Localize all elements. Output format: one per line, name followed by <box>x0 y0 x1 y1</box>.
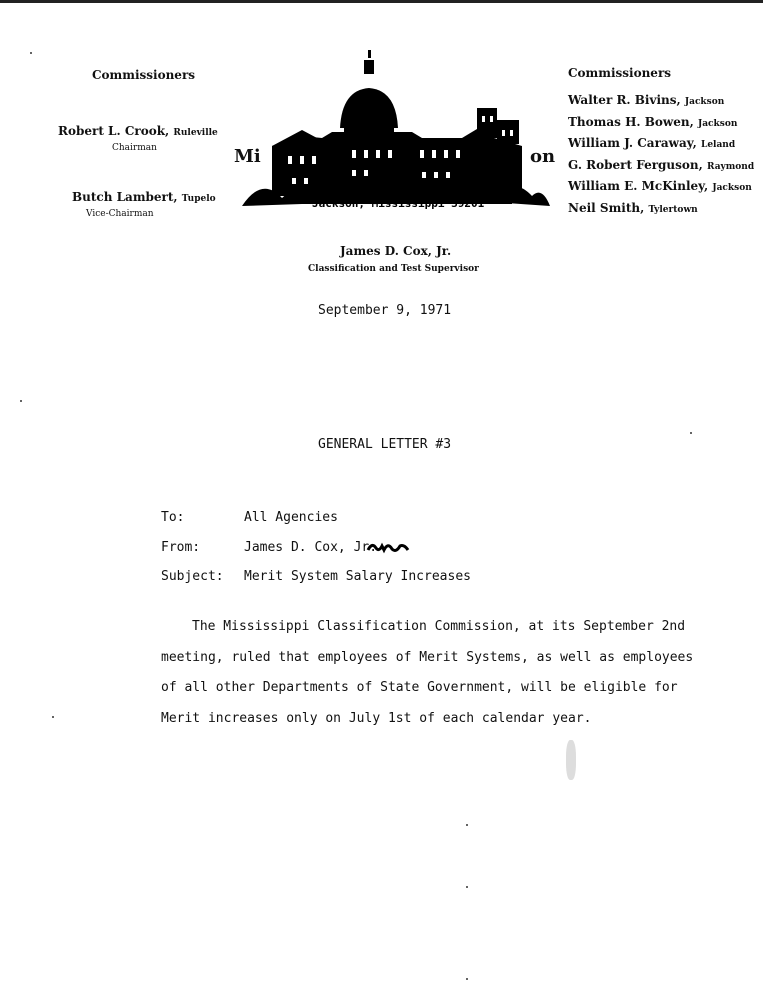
letter-date: September 9, 1971 <box>318 303 452 318</box>
commissioner-row <box>568 133 754 155</box>
commissioner-name: Thomas H. Bowen, <box>568 114 694 129</box>
commissioner-name: G. Robert Ferguson, <box>568 157 703 172</box>
chairman-place: Ruleville <box>173 128 218 138</box>
vice-chairman-title: Vice-Chairman <box>86 209 154 219</box>
right-commissioners-list <box>568 90 754 220</box>
scan-smudge <box>566 740 576 780</box>
commissioner-place: Jackson <box>697 118 738 129</box>
commissioner-place: Tylertown <box>648 204 698 215</box>
scan-speck <box>30 52 32 54</box>
scan-speck <box>20 400 22 402</box>
chairman-name: Robert L. Crook, <box>58 124 170 138</box>
commissioner-row <box>568 90 754 112</box>
scan-speck <box>466 978 468 980</box>
commissioner-name: William E. McKinley, <box>568 179 709 194</box>
commissioner-row <box>568 112 754 134</box>
body-line: meeting, ruled that employees of Merit Systems, as well as employees <box>161 649 694 665</box>
commissioner-place: Jackson <box>712 183 752 194</box>
memo-from-value: James D. Cox, Jr. <box>244 540 378 555</box>
scan-speck <box>52 716 54 718</box>
supervisor-title: Classification and Test Supervisor <box>308 264 479 274</box>
memo-subject-value: Merit System Salary Increases <box>244 569 471 584</box>
memo-to-value: All Agencies <box>244 510 338 525</box>
chairman-title: Chairman <box>112 143 157 153</box>
scan-top-edge <box>0 0 763 3</box>
vice-chairman-name-line <box>72 190 216 204</box>
scan-speck <box>466 886 468 888</box>
commissioner-row <box>568 155 754 177</box>
seal-address: Jackson, Mississippi 39201 <box>312 197 485 210</box>
capitol-building-seal <box>232 46 552 218</box>
commissioner-place: Raymond <box>707 161 755 172</box>
commissioner-place: Jackson <box>684 97 725 107</box>
letter-heading: GENERAL LETTER #3 <box>318 437 452 452</box>
memo-to-label: To: <box>161 510 185 525</box>
commissioner-row <box>568 198 754 220</box>
memo-subject-label: Subject: <box>161 569 224 584</box>
vice-chairman-place: Tupelo <box>181 194 216 204</box>
letter-body <box>161 612 701 734</box>
handwritten-initials <box>366 540 410 554</box>
commissioner-name: Neil Smith, <box>568 200 645 215</box>
body-line: The Mississippi Classification Commission, at its September 2nd <box>192 619 686 634</box>
scan-speck <box>466 824 468 826</box>
commissioner-name: William J. Caraway, <box>568 136 697 151</box>
left-commissioners-heading: Commissioners <box>92 68 196 82</box>
memo-from-label: From: <box>161 540 201 555</box>
commissioner-place: Leland <box>700 140 736 151</box>
seal-text-right-fragment: on <box>530 146 556 167</box>
vice-chairman-name: Butch Lambert, <box>72 190 178 204</box>
seal-text-left-fragment: Mi <box>234 146 261 167</box>
supervisor-name: James D. Cox, Jr. <box>340 244 452 258</box>
chairman-name-line <box>58 124 218 138</box>
commissioner-name: Walter R. Bivins, <box>568 93 681 107</box>
commissioner-row <box>568 176 754 198</box>
right-commissioners-heading: Commissioners <box>568 66 672 80</box>
body-line: of all other Departments of State Government, will be eligible for <box>161 680 678 695</box>
body-line: Merit increases only on July 1st of each calendar year. <box>161 710 592 726</box>
scan-speck <box>690 432 692 434</box>
